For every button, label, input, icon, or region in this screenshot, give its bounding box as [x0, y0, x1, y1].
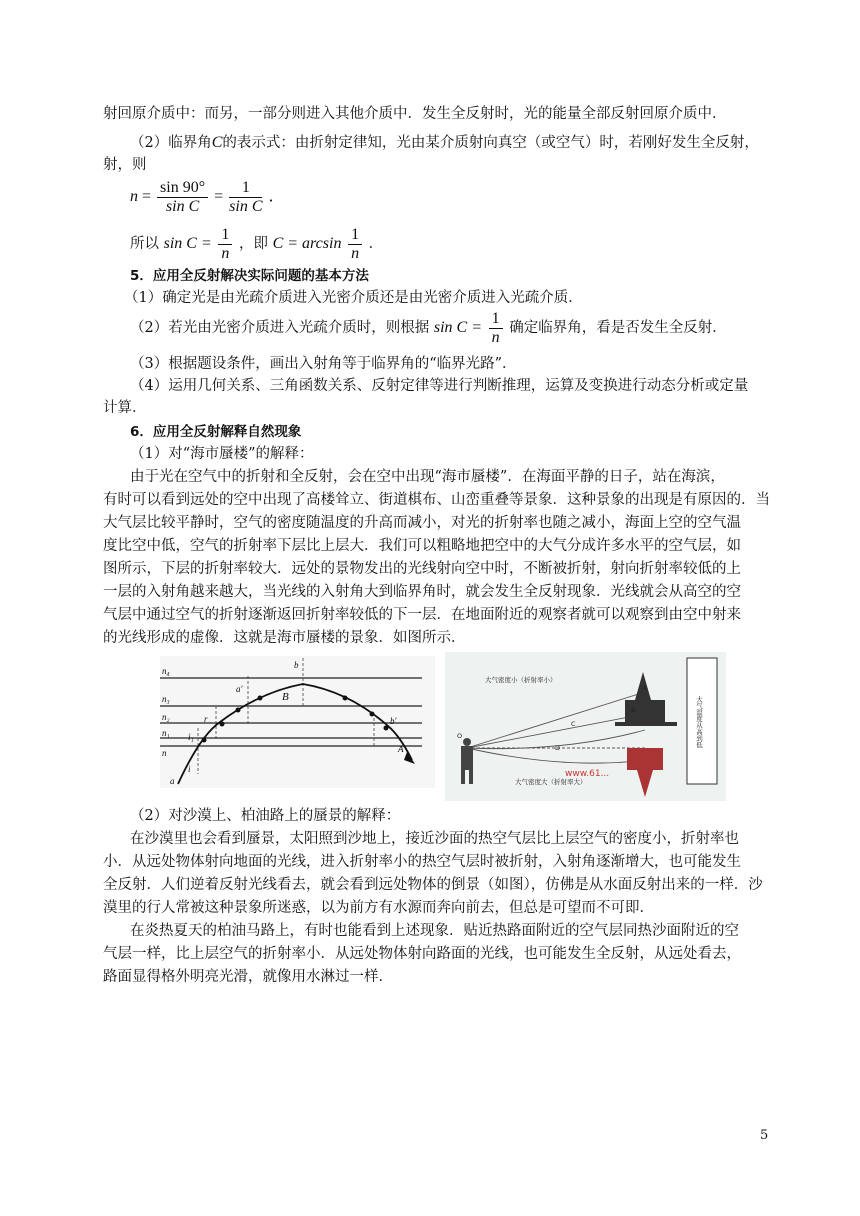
section-heading: 5．应用全反射解决实际问题的基本方法: [130, 268, 369, 284]
paragraph-line: （4）运用几何关系、三角函数关系、反射定律等进行判断推理，运算及变换进行动态分析或定量: [130, 378, 749, 394]
layer-label: n₂: [162, 712, 170, 722]
paragraph-line: 在炎热夏天的柏油马路上，有时也能看到上述现象．贴近热路面附近的空气层同热沙面附近的空: [130, 923, 739, 939]
figure-label: 大气密度小（折射率小）: [485, 676, 557, 684]
fraction: $\frac{\sin 90^\circ}{\text{sin C}}$: [157, 179, 208, 216]
layer-label: n₁: [162, 728, 170, 738]
paragraph-line: 由于光在空气中的折射和全反射，会在空中出现“海市蜃楼”．在海面平静的日子，站在海滨，: [130, 469, 725, 485]
paragraph-line: 路面显得格外明亮光滑，就像用水淋过一样．: [103, 969, 393, 985]
paragraph-line: 气层一样，比上层空气的折射率小．从远处物体射向路面的光线，也可能发生全反射，从远处看去，: [103, 946, 741, 962]
figure-label: 大气密度大（折射率大）: [515, 778, 587, 786]
point-label: a′: [236, 684, 243, 694]
layer-label: n₄: [162, 666, 170, 676]
fraction: $\frac{1}{n}$: [348, 226, 362, 263]
paragraph-line: （1）确定光是由光疏介质进入光密介质还是由光密介质进入光疏介质．: [124, 290, 583, 306]
watermark-text: www.61...: [565, 769, 610, 779]
paragraph-line: 计算．: [103, 400, 147, 416]
refraction-layers-diagram: [160, 656, 435, 788]
point-label: C: [571, 720, 576, 728]
paragraph-line: 度比空中低，空气的折射率下层比上层大．我们可以粗略地把空中的大气分成许多水平的空气层，如: [103, 538, 741, 554]
point-label: B: [631, 706, 636, 714]
fraction: $\frac{1}{n}$: [218, 226, 232, 263]
paragraph-line: 小．从远处物体射向地面的光线，进入折射率小的热空气层时被折射，入射角逐渐增大，也可能发生: [103, 854, 741, 870]
paragraph-line: （2）临界角C的表示式：由折射定律知，光由某介质射向真空（或空气）时，若刚好发生全反射，: [130, 134, 759, 151]
paragraph-line: 的光线形成的虚像．这就是海市蜃楼的景象．如图所示．: [103, 630, 466, 646]
fraction: $\frac{1}{\text{sin C}}$: [229, 178, 263, 215]
point-label: b: [294, 660, 299, 670]
point-label: a: [170, 776, 175, 786]
fraction: $\frac{1}{n}$: [489, 310, 503, 347]
layer-label: n: [162, 748, 167, 758]
paragraph-line: 气层中通过空气的折射逐渐返回折射率较低的下一层．在地面附近的观察者就可以观察到由空中射来: [103, 607, 741, 623]
paragraph-line: （2）若光由光密介质进入光疏介质时，则根据 sin C = $\frac{1}{n}$ 确定临界角，看是否发生全反射．: [130, 309, 727, 346]
paragraph-line: （3）根据题设条件，画出入射角等于临界角的“临界光路”．: [130, 356, 517, 372]
mirage-illustration: [445, 652, 726, 801]
section-heading: 6．应用全反射解释自然现象: [130, 424, 302, 440]
paragraph-line: 漠里的行人常被这种景象所迷惑，以为前方有水源而奔向前去，但总是可望而不可即．: [103, 900, 654, 916]
paragraph-line: 射回原介质中：而另，一部分则进入其他介质中．发生全反射时，光的能量全部反射回原介质中．: [103, 106, 727, 122]
page-number: 5: [760, 1128, 769, 1143]
point-label: b′: [390, 716, 397, 726]
point-label: A: [398, 744, 404, 754]
side-label-char: 大气温度从高到低: [695, 696, 703, 748]
paragraph-line: 在沙漠里也会看到蜃景，太阳照到沙地上，接近沙面的热空气层比上层空气的密度小，折射率也: [130, 831, 739, 847]
layer-label: n₃: [162, 694, 170, 704]
point-label: i: [188, 764, 191, 774]
formula-critical-index: n = $\frac{\sin 90^\circ}{\text{sin C}}$ = $\frac{1}{\text{sin C}}$ ．: [130, 178, 285, 215]
paragraph-line: （2）对沙漠上、柏油路上的蜃景的解释：: [130, 808, 401, 824]
paragraph-line: 全反射．人们逆着反射光线看去，就会看到远处物体的倒景（如图），仿佛是从水面反射出来的一样．沙: [103, 877, 763, 893]
paragraph-line: 图所示，下层的折射率较大．远处的景物发出的光线射向空中时，不断被折射，射向折射率较低的上: [103, 561, 741, 577]
point-label: i₁: [188, 732, 194, 742]
point-label: D: [555, 744, 561, 752]
paragraph-line: （1）对“海市蜃楼”的解释：: [130, 446, 314, 462]
paragraph-line: 大气层比较平静时，空气的密度随温度的升高而减小，对光的折射率也随之减小，海面上空的空气温: [103, 515, 741, 531]
formula-critical-angle: 所以 sin C = $\frac{1}{n}$ ，即 C = arcsin $\frac{1}{n}$ ．: [130, 225, 384, 262]
paragraph-line: 一层的入射角越来越大，当光线的入射角大到临界角时，就会发生全反射现象．光线就会从高空的空: [103, 584, 741, 600]
point-label: A: [643, 684, 648, 692]
paragraph-line: 射，则: [103, 157, 147, 173]
paragraph-line: 有时可以看到远处的空中出现了高楼耸立、街道棋布、山峦重叠等景象．这种景象的出现是有原因的．当: [103, 492, 770, 508]
point-label: B: [282, 691, 289, 703]
point-label: O: [457, 732, 463, 740]
point-label: r: [204, 714, 208, 724]
